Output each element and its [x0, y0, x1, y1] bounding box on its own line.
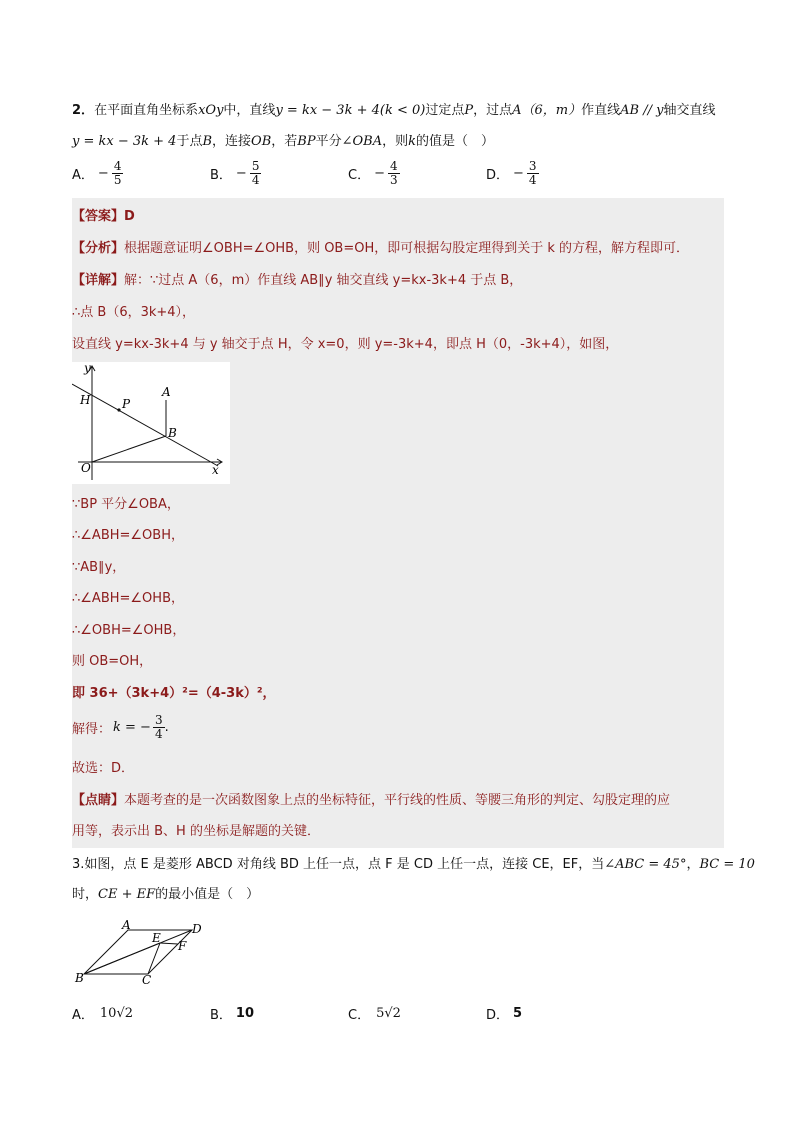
option-fraction: [250, 160, 262, 187]
analysis-tag: 【分析】: [72, 241, 125, 256]
solve-prefix: 解得：: [72, 722, 112, 737]
label-b: B: [168, 426, 177, 440]
denominator: 4: [251, 173, 260, 187]
segment-ob: [92, 436, 166, 462]
q3-option-c[interactable]: [348, 1004, 401, 1023]
q2-text: 轴交直线: [663, 103, 716, 118]
option-value: 10: [235, 1006, 255, 1021]
q2-text: 于点: [176, 134, 203, 149]
label-a: A: [122, 920, 131, 932]
label-a: A: [162, 385, 171, 399]
q2-text: ，则: [382, 134, 409, 149]
detail-line-1: [72, 272, 522, 290]
q2-math: k: [408, 134, 417, 149]
step-6: [72, 653, 152, 671]
step-text: 则 OB=OH，: [72, 654, 153, 669]
detail-line-3: [72, 336, 618, 354]
label-b: B: [75, 971, 84, 985]
step-2: [72, 527, 184, 545]
label-o: O: [81, 461, 91, 475]
segment-be: [84, 943, 160, 974]
q3-math: CE + EF: [98, 887, 156, 902]
numerator: 3: [528, 159, 537, 173]
q2-math: y = kx − 3k + 4(k < 0): [275, 103, 426, 118]
option-label: A．: [72, 168, 94, 183]
label-y: y: [84, 362, 91, 375]
step-7: [72, 685, 276, 703]
label-e: E: [152, 931, 161, 945]
q2-math: AB // y: [620, 103, 664, 118]
q3-text: 3.如图，点 E 是菱形 ABCD 对角线 BD 上任一点，点 F 是 CD 上任一点，连接 CE，EF，当: [72, 857, 605, 872]
step-text: ∴∠ABH=∠OHB，: [72, 591, 184, 606]
q3-math: ∠ABC = 45°: [604, 857, 687, 872]
step-text: ∵BP 平分∠OBA，: [72, 497, 180, 512]
q2-math: ∠OBA: [341, 134, 383, 149]
q2-math: BP: [297, 134, 316, 149]
option-value: 10√2: [99, 1006, 134, 1021]
step-3: [72, 559, 125, 577]
analysis-line: [72, 240, 689, 258]
comment-line-1: [72, 792, 670, 810]
q2-option-b[interactable]: [210, 160, 261, 187]
option-label: D．: [486, 168, 510, 183]
q2-math: OB: [251, 134, 272, 149]
denominator: 4: [528, 173, 537, 187]
rhombus-figure: [72, 920, 208, 986]
detail-text: ∴点 B（6，3k+4），: [72, 305, 196, 320]
detail-text: 解：∵过点 A（6，m）作直线 AB∥y 轴交直线 y=kx-3k+4 于点 B，: [124, 273, 523, 288]
option-fraction: [388, 160, 400, 187]
solve-end: .: [164, 720, 169, 735]
answer-line: [72, 208, 135, 226]
q2-number: 2: [72, 103, 82, 118]
coordinate-figure: [72, 362, 230, 484]
step-text: ∴∠ABH=∠OBH，: [72, 528, 184, 543]
denominator: 4: [154, 727, 163, 741]
q2-text: 过定点: [425, 103, 465, 118]
option-fraction: [527, 160, 539, 187]
q3-math: BC = 10: [699, 857, 755, 872]
q3-option-d[interactable]: [486, 1004, 522, 1023]
q2-text: 中，直线: [223, 103, 276, 118]
option-sign: −: [374, 166, 385, 181]
label-x: x: [212, 463, 219, 477]
q3-stem-line2: [72, 886, 259, 904]
q2-text: 平分: [315, 134, 342, 149]
segment-ef: [160, 943, 178, 944]
analysis-text: 根据题意证明∠OBH=∠OHB，则 OB=OH，即可根据勾股定理得到关于 k 的方程，解方程即可．: [124, 241, 690, 256]
q3-option-b[interactable]: [210, 1004, 254, 1023]
comment-text: 用等，表示出 B、H 的坐标是解题的关键．: [72, 824, 320, 839]
detail-tag: 【详解】: [72, 273, 125, 288]
option-label: B．: [210, 168, 232, 183]
step-text: ∴∠OBH=∠OHB，: [72, 623, 186, 638]
step-1: [72, 496, 180, 514]
option-label: C．: [348, 1008, 371, 1023]
option-value: 5√2: [376, 1006, 401, 1021]
label-p: P: [122, 397, 131, 411]
q3-text: 时，: [72, 887, 99, 902]
numerator: 5: [251, 159, 260, 173]
detail-text: 设直线 y=kx-3k+4 与 y 轴交于点 H，令 x=0，则 y=-3k+4，即点 H（0，-3k+4），如图，: [72, 337, 619, 352]
solution-panel: [72, 198, 724, 848]
option-sign: −: [513, 166, 524, 181]
q2-stem-line2: [72, 133, 494, 151]
numerator: 3: [154, 713, 163, 727]
q2-text: ，若: [271, 134, 298, 149]
numerator: 4: [113, 159, 122, 173]
step-4: [72, 590, 184, 608]
q2-option-d[interactable]: [486, 160, 539, 187]
step-5: [72, 622, 185, 640]
q2-math: P: [464, 103, 474, 118]
label-d: D: [192, 922, 202, 936]
option-value: 5: [513, 1006, 523, 1021]
label-f: F: [178, 939, 187, 953]
q2-stem-line1: 2．在平面直角坐标系xOy中，直线y = kx − 3k + 4(k < 0)过定点P，过点A（6，m）作直线AB // y轴交直线: [72, 103, 716, 118]
option-label: C．: [348, 168, 371, 183]
option-label: A．: [72, 1008, 94, 1023]
label-h: H: [80, 393, 91, 407]
q3-option-a[interactable]: [72, 1004, 133, 1023]
step-text: 即 36+（3k+4）²=（4-3k）²，: [72, 686, 276, 701]
q2-math: y = kx − 3k + 4: [72, 134, 177, 149]
denominator: 5: [113, 173, 122, 187]
comment-text: 本题考查的是一次函数图象上点的坐标特征，平行线的性质、等腰三角形的判定、勾股定理的应: [124, 793, 671, 808]
option-label: D．: [486, 1008, 510, 1023]
q2-text: ，过点: [473, 103, 513, 118]
q3-text: 的最小值是（ ）: [155, 887, 260, 902]
line-hb: [72, 384, 218, 466]
q2-option-c[interactable]: [348, 160, 400, 187]
option-sign: −: [97, 166, 109, 181]
q3-text: ，: [686, 857, 700, 872]
comment-tag: 【点睛】: [72, 793, 125, 808]
answer-tag: 【答案】: [72, 209, 125, 224]
q2-math: A（6，m）: [512, 103, 582, 118]
choose-text: 故选：D．: [72, 761, 135, 776]
comment-line-2: [72, 823, 320, 841]
q2-text: 在平面直角坐标系: [94, 103, 199, 118]
choose-line: [72, 760, 134, 778]
step-text: ∵AB∥y，: [72, 560, 126, 575]
numerator: 4: [389, 159, 398, 173]
option-fraction: [112, 160, 124, 187]
solve-k: k = −: [113, 720, 151, 735]
denominator: 3: [389, 173, 398, 187]
q2-text: ，连接: [212, 134, 252, 149]
option-label: B．: [210, 1008, 232, 1023]
solve-line: [72, 714, 169, 741]
label-c: C: [142, 973, 152, 986]
q2-text: 的值是（ ）: [416, 134, 495, 149]
q3-stem-line1: [72, 856, 755, 874]
q2-math: B: [202, 134, 213, 149]
detail-line-2: [72, 304, 195, 322]
q2-math: xOy: [198, 103, 224, 118]
q2-option-a[interactable]: [72, 160, 123, 187]
point-p: [117, 408, 120, 411]
answer-value: D: [124, 209, 135, 224]
option-sign: −: [235, 166, 247, 181]
q2-text: 作直线: [581, 103, 621, 118]
solve-fraction: [153, 714, 165, 741]
